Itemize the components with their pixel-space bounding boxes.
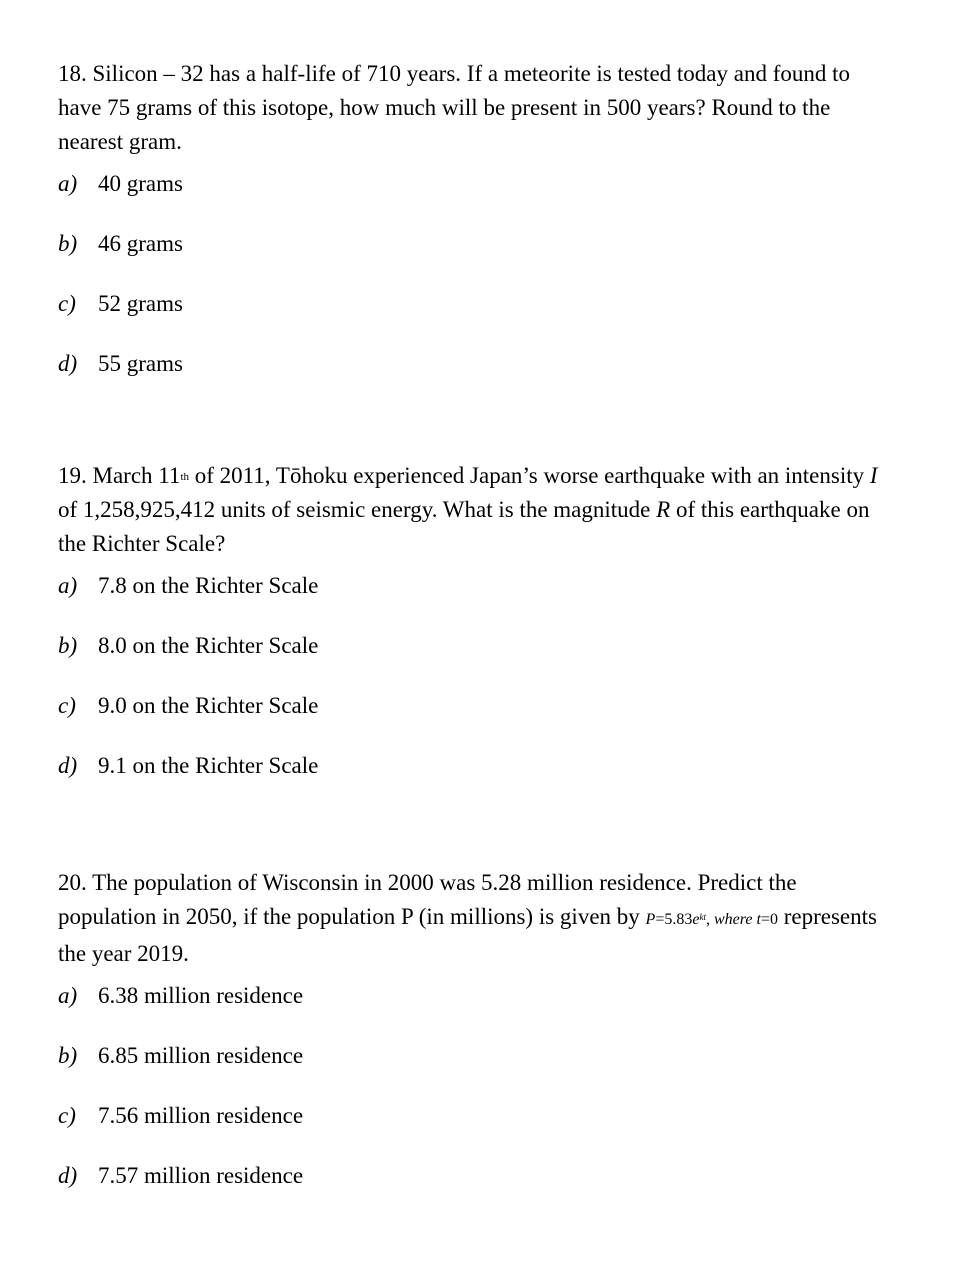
question-19-text-1: 19. March 11 — [58, 463, 181, 488]
variable-intensity: I — [869, 463, 878, 488]
question-18-text: 18. Silicon – 32 has a half-life of 710 years. If a meteorite is tested today and found to have 75 grams of this isotope, how much will be present in 500 years? Round to the nearest gram. — [58, 61, 851, 154]
question-18-stem — [58, 57, 898, 159]
option-text: 7.8 on the Richter Scale — [98, 573, 319, 598]
option-text: 8.0 on the Richter Scale — [98, 633, 319, 658]
option-text: 46 grams — [98, 231, 183, 256]
question-20-text-1: 20. The population of Wisconsin in 2000 was 5.28 million residence. Predict the population in 2050, if the population P (in millions) is given by — [58, 870, 797, 929]
option-letter: b) — [58, 231, 78, 256]
question-18 — [58, 57, 898, 407]
question-19-option-d[interactable] — [58, 749, 898, 809]
question-19-text-4: of this earthquake on the Richter Scale? — [58, 497, 870, 556]
question-19 — [58, 459, 898, 809]
question-18-option-a[interactable] — [58, 167, 898, 227]
question-20-option-d[interactable] — [58, 1159, 898, 1219]
option-letter: c) — [58, 693, 76, 718]
formula-where: where — [713, 911, 753, 928]
formula-comma: , — [705, 911, 714, 928]
formula-exponent: kt — [699, 912, 706, 922]
option-letter: d) — [58, 351, 78, 376]
option-letter: d) — [58, 753, 78, 778]
option-letter: c) — [58, 1103, 76, 1128]
question-19-stem — [58, 459, 898, 561]
question-18-option-d[interactable] — [58, 347, 898, 407]
option-text: 9.0 on the Richter Scale — [98, 693, 319, 718]
question-18-option-c[interactable] — [58, 287, 898, 347]
question-20-option-b[interactable] — [58, 1039, 898, 1099]
question-19-text-3: of 1,258,925,412 units of seismic energy. What is the magnitude — [58, 497, 657, 522]
question-19-option-a[interactable] — [58, 569, 898, 629]
option-letter: a) — [58, 983, 78, 1008]
option-letter: b) — [58, 1043, 78, 1068]
question-18-options — [58, 167, 898, 407]
option-letter: a) — [58, 573, 78, 598]
question-20-options — [58, 979, 898, 1219]
question-18-option-b[interactable] — [58, 227, 898, 287]
question-19-options — [58, 569, 898, 809]
population-formula — [646, 911, 778, 928]
option-letter: a) — [58, 171, 78, 196]
option-text: 7.56 million residence — [98, 1103, 304, 1128]
question-20 — [58, 866, 898, 1219]
option-text: 6.38 million residence — [98, 983, 304, 1008]
option-text: 55 grams — [98, 351, 183, 376]
option-text: 52 grams — [98, 291, 183, 316]
question-19-option-b[interactable] — [58, 629, 898, 689]
option-text: 7.57 million residence — [98, 1163, 304, 1188]
formula-p: P — [645, 911, 656, 928]
option-text: 9.1 on the Richter Scale — [98, 753, 319, 778]
question-20-stem — [58, 866, 898, 971]
ordinal-suffix: th — [180, 471, 189, 483]
variable-magnitude: R — [656, 497, 671, 522]
question-19-option-c[interactable] — [58, 689, 898, 749]
formula-e: e — [692, 911, 700, 928]
formula-t: t — [756, 911, 761, 928]
question-20-option-a[interactable] — [58, 979, 898, 1039]
question-19-text-2: of 2011, Tōhoku experienced Japan’s worse earthquake with an intensity — [189, 463, 870, 488]
option-text: 6.85 million residence — [98, 1043, 304, 1068]
option-letter: c) — [58, 291, 76, 316]
option-text: 40 grams — [98, 171, 183, 196]
question-20-option-c[interactable] — [58, 1099, 898, 1159]
question-20-text-2: represents the year 2019. — [58, 904, 877, 966]
formula-zero: =0 — [760, 911, 778, 928]
option-letter: b) — [58, 633, 78, 658]
formula-coefficient: =5.83 — [655, 911, 693, 928]
option-letter: d) — [58, 1163, 78, 1188]
